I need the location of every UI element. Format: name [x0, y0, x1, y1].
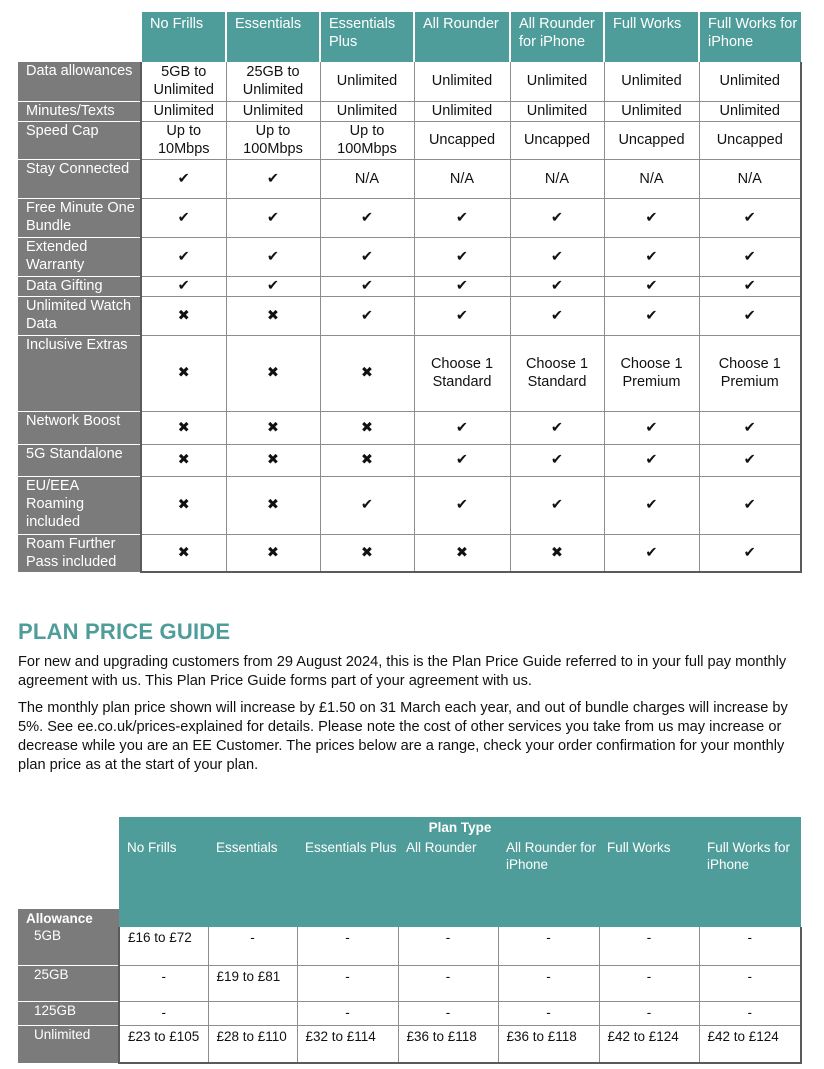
feature-label: Data allowances	[18, 62, 141, 101]
feature-value: 25GB to Unlimited	[226, 62, 320, 101]
column-header: Essentials	[208, 838, 297, 909]
tick-icon: ✔	[699, 444, 801, 476]
column-header: All Rounder	[398, 838, 498, 909]
price-cell: -	[119, 965, 208, 1001]
feature-value: Unlimited	[699, 101, 801, 121]
price-cell: -	[297, 1001, 398, 1025]
plan-type-label: Plan Type	[119, 817, 801, 838]
price-cell: £36 to £118	[498, 1025, 599, 1063]
tick-icon: ✔	[699, 237, 801, 276]
column-header: No Frills	[119, 838, 208, 909]
price-cell: -	[398, 927, 498, 965]
price-cell	[208, 1001, 297, 1025]
price-row	[18, 1025, 801, 1063]
feature-row	[18, 411, 801, 444]
tick-icon: ✔	[699, 476, 801, 534]
feature-value: Uncapped	[699, 121, 801, 159]
column-header: All Rounder for iPhone	[510, 12, 604, 62]
feature-value: Up to 100Mbps	[320, 121, 414, 159]
intro-paragraph: For new and upgrading customers from 29 August 2024, this is the Plan Price Guide referred to in your full pay monthly agreement with us. This Plan Price Guide forms part of your agreement with us.	[18, 654, 787, 689]
price-header-row	[18, 838, 801, 909]
feature-row	[18, 476, 801, 534]
feature-label: Free Minute One Bundle	[18, 198, 141, 237]
feature-value: Unlimited	[510, 101, 604, 121]
feature-value: Up to 100Mbps	[226, 121, 320, 159]
cross-icon: ✖	[510, 534, 604, 572]
price-cell: -	[599, 1001, 699, 1025]
feature-value: Unlimited	[320, 62, 414, 101]
feature-row	[18, 62, 801, 101]
feature-value: Uncapped	[604, 121, 699, 159]
tick-icon: ✔	[141, 159, 226, 198]
cross-icon: ✖	[320, 534, 414, 572]
tick-icon: ✔	[699, 534, 801, 572]
tick-icon: ✔	[320, 276, 414, 296]
feature-value: N/A	[320, 159, 414, 198]
price-cell: -	[498, 1001, 599, 1025]
feature-value: Uncapped	[510, 121, 604, 159]
feature-row	[18, 237, 801, 276]
tick-icon: ✔	[226, 237, 320, 276]
feature-value: N/A	[604, 159, 699, 198]
allowance-row-label: 125GB	[18, 1001, 119, 1025]
price-cell: -	[699, 1001, 801, 1025]
price-cell: -	[297, 965, 398, 1001]
feature-value: Unlimited	[604, 62, 699, 101]
price-cell: -	[398, 965, 498, 1001]
plan-type-row	[18, 817, 801, 838]
feature-label: Unlimited Watch Data	[18, 296, 141, 335]
cross-icon: ✖	[320, 335, 414, 411]
feature-value: Up to 10Mbps	[141, 121, 226, 159]
feature-label: EU/EEA Roaming included	[18, 476, 141, 534]
price-cell: -	[297, 927, 398, 965]
allowance-row-label: 5GB	[18, 927, 119, 965]
price-corner-2	[18, 838, 119, 909]
tick-icon: ✔	[414, 476, 510, 534]
column-header: All Rounder for iPhone	[498, 838, 599, 909]
price-cell: -	[699, 965, 801, 1001]
feature-value: Unlimited	[699, 62, 801, 101]
feature-value: Choose 1 Premium	[604, 335, 699, 411]
feature-value: Unlimited	[510, 62, 604, 101]
tick-icon: ✔	[699, 276, 801, 296]
tick-icon: ✔	[699, 296, 801, 335]
column-header: Essentials Plus	[297, 838, 398, 909]
tick-icon: ✔	[510, 444, 604, 476]
price-cell: -	[398, 1001, 498, 1025]
feature-row	[18, 198, 801, 237]
feature-row	[18, 335, 801, 411]
tick-icon: ✔	[141, 237, 226, 276]
tick-icon: ✔	[141, 276, 226, 296]
price-row	[18, 927, 801, 965]
tick-icon: ✔	[510, 296, 604, 335]
cross-icon: ✖	[141, 335, 226, 411]
feature-label: Minutes/Texts	[18, 101, 141, 121]
price-table	[18, 817, 802, 1064]
allowance-row-label: 25GB	[18, 965, 119, 1001]
price-cell: £16 to £72	[119, 927, 208, 965]
tick-icon: ✔	[510, 237, 604, 276]
price-cell: -	[498, 927, 599, 965]
feature-value: Uncapped	[414, 121, 510, 159]
tick-icon: ✔	[604, 276, 699, 296]
feature-label: Data Gifting	[18, 276, 141, 296]
tick-icon: ✔	[414, 444, 510, 476]
feature-value: Unlimited	[226, 101, 320, 121]
feature-value: 5GB to Unlimited	[141, 62, 226, 101]
feature-value: Unlimited	[604, 101, 699, 121]
tick-icon: ✔	[414, 296, 510, 335]
cross-icon: ✖	[320, 411, 414, 444]
allowance-label: Allowance	[18, 909, 119, 927]
allowance-row-label: Unlimited	[18, 1025, 119, 1063]
price-corner	[18, 817, 119, 838]
tick-icon: ✔	[604, 296, 699, 335]
feature-row	[18, 101, 801, 121]
features-table	[18, 12, 802, 573]
price-cell: -	[208, 927, 297, 965]
feature-row	[18, 121, 801, 159]
feature-row	[18, 296, 801, 335]
column-header: Essentials Plus	[320, 12, 414, 62]
column-header: Essentials	[226, 12, 320, 62]
tick-icon: ✔	[699, 198, 801, 237]
tick-icon: ✔	[510, 476, 604, 534]
header-fill	[119, 909, 801, 927]
allowance-row	[18, 909, 801, 927]
feature-row	[18, 534, 801, 572]
cross-icon: ✖	[226, 411, 320, 444]
tick-icon: ✔	[226, 159, 320, 198]
tick-icon: ✔	[414, 198, 510, 237]
features-header-row	[18, 12, 801, 62]
feature-value: Unlimited	[141, 101, 226, 121]
tick-icon: ✔	[414, 276, 510, 296]
cross-icon: ✖	[226, 534, 320, 572]
price-cell: -	[599, 927, 699, 965]
feature-row	[18, 159, 801, 198]
feature-value: N/A	[510, 159, 604, 198]
tick-icon: ✔	[320, 237, 414, 276]
feature-value: Unlimited	[414, 101, 510, 121]
price-row	[18, 965, 801, 1001]
tick-icon: ✔	[226, 276, 320, 296]
price-cell: £42 to £124	[599, 1025, 699, 1063]
price-increase-paragraph: The monthly plan price shown will increase by £1.50 on 31 March each year, and out of bundle charges will increase by 5%. See ee.co.uk/prices-explained for details. Please note the cost of other services you take from us may increase or decrease while you are an EE Customer. The prices below are a range, check your order confirmation for your monthly plan price as at the start of your plan.	[18, 700, 788, 773]
feature-label: Inclusive Extras	[18, 335, 141, 411]
tick-icon: ✔	[414, 411, 510, 444]
feature-value: Unlimited	[320, 101, 414, 121]
tick-icon: ✔	[604, 198, 699, 237]
tick-icon: ✔	[604, 237, 699, 276]
feature-value: Choose 1 Standard	[510, 335, 604, 411]
column-header: Full Works for iPhone	[699, 838, 801, 909]
cross-icon: ✖	[141, 476, 226, 534]
cross-icon: ✖	[414, 534, 510, 572]
cross-icon: ✖	[141, 296, 226, 335]
features-corner	[18, 12, 141, 62]
feature-label: Network Boost	[18, 411, 141, 444]
price-cell: £42 to £124	[699, 1025, 801, 1063]
column-header: Full Works	[604, 12, 699, 62]
tick-icon: ✔	[604, 444, 699, 476]
tick-icon: ✔	[510, 411, 604, 444]
feature-value: Choose 1 Premium	[699, 335, 801, 411]
cross-icon: ✖	[141, 411, 226, 444]
cross-icon: ✖	[226, 335, 320, 411]
feature-value: N/A	[414, 159, 510, 198]
price-cell: £23 to £105	[119, 1025, 208, 1063]
feature-label: Extended Warranty	[18, 237, 141, 276]
column-header: All Rounder	[414, 12, 510, 62]
tick-icon: ✔	[320, 296, 414, 335]
feature-label: Speed Cap	[18, 121, 141, 159]
cross-icon: ✖	[226, 296, 320, 335]
cross-icon: ✖	[226, 476, 320, 534]
price-cell: £19 to £81	[208, 965, 297, 1001]
cross-icon: ✖	[141, 534, 226, 572]
tick-icon: ✔	[414, 237, 510, 276]
price-cell: -	[699, 927, 801, 965]
price-cell: -	[119, 1001, 208, 1025]
section-title: PLAN PRICE GUIDE	[18, 619, 231, 644]
price-row	[18, 1001, 801, 1025]
cross-icon: ✖	[141, 444, 226, 476]
feature-value: Choose 1 Standard	[414, 335, 510, 411]
price-cell: -	[599, 965, 699, 1001]
price-cell: £36 to £118	[398, 1025, 498, 1063]
feature-value: N/A	[699, 159, 801, 198]
column-header: No Frills	[141, 12, 226, 62]
column-header: Full Works	[599, 838, 699, 909]
feature-label: Roam Further Pass included	[18, 534, 141, 572]
tick-icon: ✔	[604, 534, 699, 572]
price-cell: -	[498, 965, 599, 1001]
feature-label: 5G Standalone	[18, 444, 141, 476]
feature-value: Unlimited	[414, 62, 510, 101]
feature-label: Stay Connected	[18, 159, 141, 198]
price-cell: £28 to £110	[208, 1025, 297, 1063]
cross-icon: ✖	[226, 444, 320, 476]
column-header: Full Works for iPhone	[699, 12, 801, 62]
tick-icon: ✔	[510, 198, 604, 237]
tick-icon: ✔	[604, 476, 699, 534]
feature-row	[18, 444, 801, 476]
tick-icon: ✔	[141, 198, 226, 237]
tick-icon: ✔	[226, 198, 320, 237]
tick-icon: ✔	[320, 198, 414, 237]
cross-icon: ✖	[320, 444, 414, 476]
tick-icon: ✔	[699, 411, 801, 444]
feature-row	[18, 276, 801, 296]
tick-icon: ✔	[604, 411, 699, 444]
tick-icon: ✔	[510, 276, 604, 296]
tick-icon: ✔	[320, 476, 414, 534]
price-cell: £32 to £114	[297, 1025, 398, 1063]
